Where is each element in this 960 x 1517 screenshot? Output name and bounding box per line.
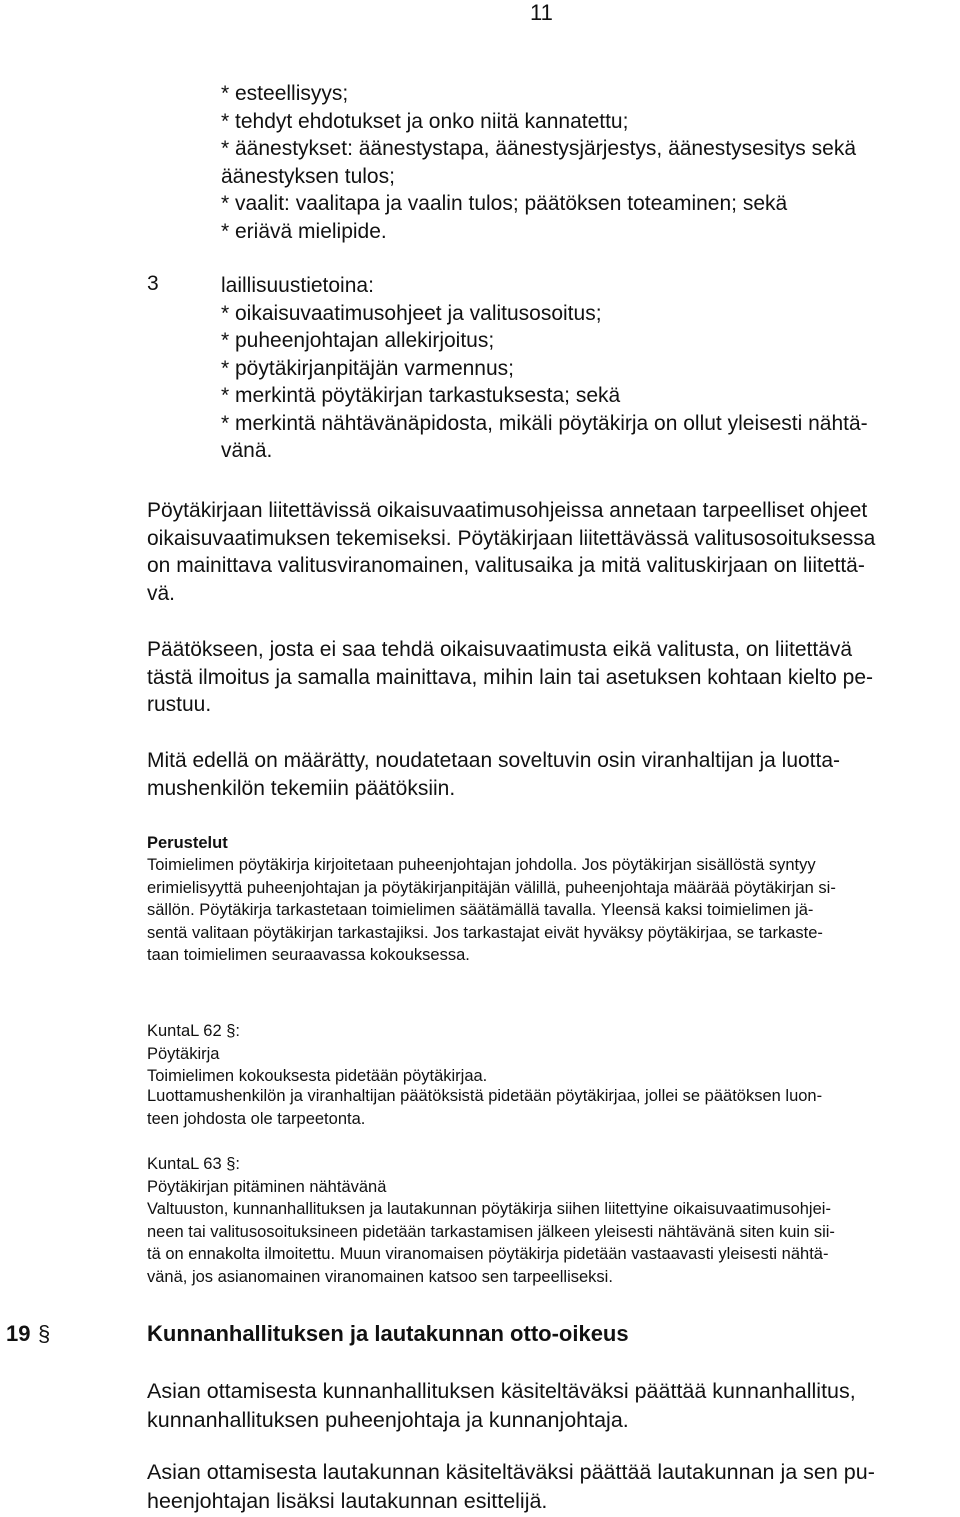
text-line: oikaisuvaatimuksen tekemiseksi. Pöytäkirjaan liitettävässä valitusosoituksessa xyxy=(147,526,876,550)
text-line: Päätökseen, josta ei saa tehdä oikaisuvaatimusta eikä valitusta, on liitettävä xyxy=(147,638,853,661)
text-line: heenjohtajan lisäksi lautakunnan esittelijä. xyxy=(147,1489,548,1513)
text-line: sällön. Pöytäkirja tarkastetaan toimielimen säätämällä tavalla. Yleensä kaksi toimielimen jä- xyxy=(147,901,814,919)
text-line: sentä valitaan pöytäkirjan tarkastajiksi. Jos tarkastajat eivät hyväksy pöytäkirjaa, se tarkaste- xyxy=(147,923,823,942)
kuntal-63-block xyxy=(147,1153,957,1288)
text-line: Asian ottamisesta lautakunnan käsiteltäväksi päättää lautakunnan ja sen pu- xyxy=(147,1460,875,1484)
list-item: vänä. xyxy=(221,439,273,462)
list-item: * oikaisuvaatimusohjeet ja valitusosoitus; xyxy=(221,301,602,325)
page-number: 11 xyxy=(530,0,553,25)
text-line: kunnanhallituksen puheenjohtaja ja kunnanjohtaja. xyxy=(147,1408,629,1432)
paragraph-appeal-instructions xyxy=(147,497,953,607)
list-item: * vaalit: vaalitapa ja vaalin tulos; päätöksen toteaminen; sekä xyxy=(221,192,788,215)
list-item: * äänestykset: äänestystapa, äänestysjärjestys, äänestysesitys sekä xyxy=(221,137,856,160)
kuntal-62-block xyxy=(147,1020,957,1088)
text-line: taan toimielimen seuraavassa kokouksessa. xyxy=(147,946,470,964)
list-item: * puheenjohtajan allekirjoitus; xyxy=(221,329,495,352)
item-number-3: 3 xyxy=(147,272,159,295)
list-item: * tehdyt ehdotukset ja onko niitä kannatettu; xyxy=(221,109,629,133)
perustelut-text xyxy=(147,854,957,967)
text-line: vä. xyxy=(147,581,176,605)
text-line: tästä ilmoitus ja samalla mainittava, mihin lain tai asetuksen kohtaan kielto pe- xyxy=(147,665,874,689)
text-line: on mainittava valitusviranomainen, valitusaika ja mitä valituskirjaan on liitettä- xyxy=(147,554,865,577)
section-title: Kunnanhallituksen ja lautakunnan otto-oikeus xyxy=(147,1321,629,1346)
list-item: * pöytäkirjanpitäjän varmennus; xyxy=(221,356,514,380)
section-paragraph-1 xyxy=(147,1377,955,1435)
text-line: erimielisyyttä puheenjohtajan ja pöytäkirjanpitäjän välillä, puheenjohtaja määrää pöytäkirjan si- xyxy=(147,878,836,897)
text-line: Pöytäkirjaan liitettävissä oikaisuvaatimusohjeissa annetaan tarpeelliset ohjeet xyxy=(147,499,868,522)
law-title: Pöytäkirjan pitäminen nähtävänä xyxy=(147,1177,387,1196)
section-number: 19 xyxy=(6,1321,31,1346)
text-line: vänä, jos asianomainen viranomainen katsoo sen tarpeelliseksi. xyxy=(147,1267,613,1286)
text-line: Luottamushenkilön ja viranhaltijan päätöksistä pidetään pöytäkirjaa, jollei se päätöksen luon- xyxy=(147,1087,823,1105)
list-item: * eriävä mielipide. xyxy=(221,219,387,243)
law-reference: KuntaL 63 §: xyxy=(147,1155,240,1173)
text-line: Asian ottamisesta kunnanhallituksen käsiteltäväksi päättää kunnanhallitus, xyxy=(147,1379,856,1403)
text-line: teen johdosta ole tarpeetonta. xyxy=(147,1109,366,1128)
bullet-list-top xyxy=(221,80,941,245)
text-line: tä on ennakolta ilmoitettu. Muun viranomaisen pöytäkirja pidetään vastaavasti yleisesti nähtä- xyxy=(147,1245,829,1263)
paragraph-no-appeal xyxy=(147,636,953,719)
text-line: Toimielimen kokouksesta pidetään pöytäkirjaa. xyxy=(147,1067,488,1085)
text-line: Valtuuston, kunnanhallituksen ja lautakunnan pöytäkirja siihen liitettyine oikaisuvaatimusohjei- xyxy=(147,1200,831,1218)
list-item: äänestyksen tulos; xyxy=(221,164,395,188)
law-title: Pöytäkirja xyxy=(147,1044,220,1063)
list-item: * esteellisyys; xyxy=(221,82,349,105)
text-line: Mitä edellä on määrätty, noudatetaan soveltuvin osin viranhaltijan ja luotta- xyxy=(147,749,841,772)
list-item: * merkintä pöytäkirjan tarkastuksesta; sekä xyxy=(221,384,621,407)
luottamus-paragraph xyxy=(147,1085,957,1130)
text-line: mushenkilön tekemiin päätöksiin. xyxy=(147,776,456,800)
text-line: Toimielimen pöytäkirja kirjoitetaan puheenjohtajan johdolla. Jos pöytäkirjan sisällöstä syntyy xyxy=(147,856,816,874)
list-item: * merkintä nähtävänäpidosta, mikäli pöytäkirja on ollut yleisesti nähtä- xyxy=(221,411,868,435)
perustelut-heading: Perustelut xyxy=(147,834,228,852)
section-symbol: § xyxy=(38,1321,51,1346)
paragraph-officials xyxy=(147,747,953,802)
law-reference: KuntaL 62 §: xyxy=(147,1022,240,1040)
item-3-list xyxy=(221,272,941,465)
text-line: rustuu. xyxy=(147,693,212,716)
section-paragraph-2 xyxy=(147,1458,955,1516)
list-item: laillisuustietoina: xyxy=(221,274,374,297)
text-line: neen tai valitusosoituksineen pidetään tarkastamisen jälkeen yleisesti nähtävänä siten kuin sii- xyxy=(147,1222,835,1241)
